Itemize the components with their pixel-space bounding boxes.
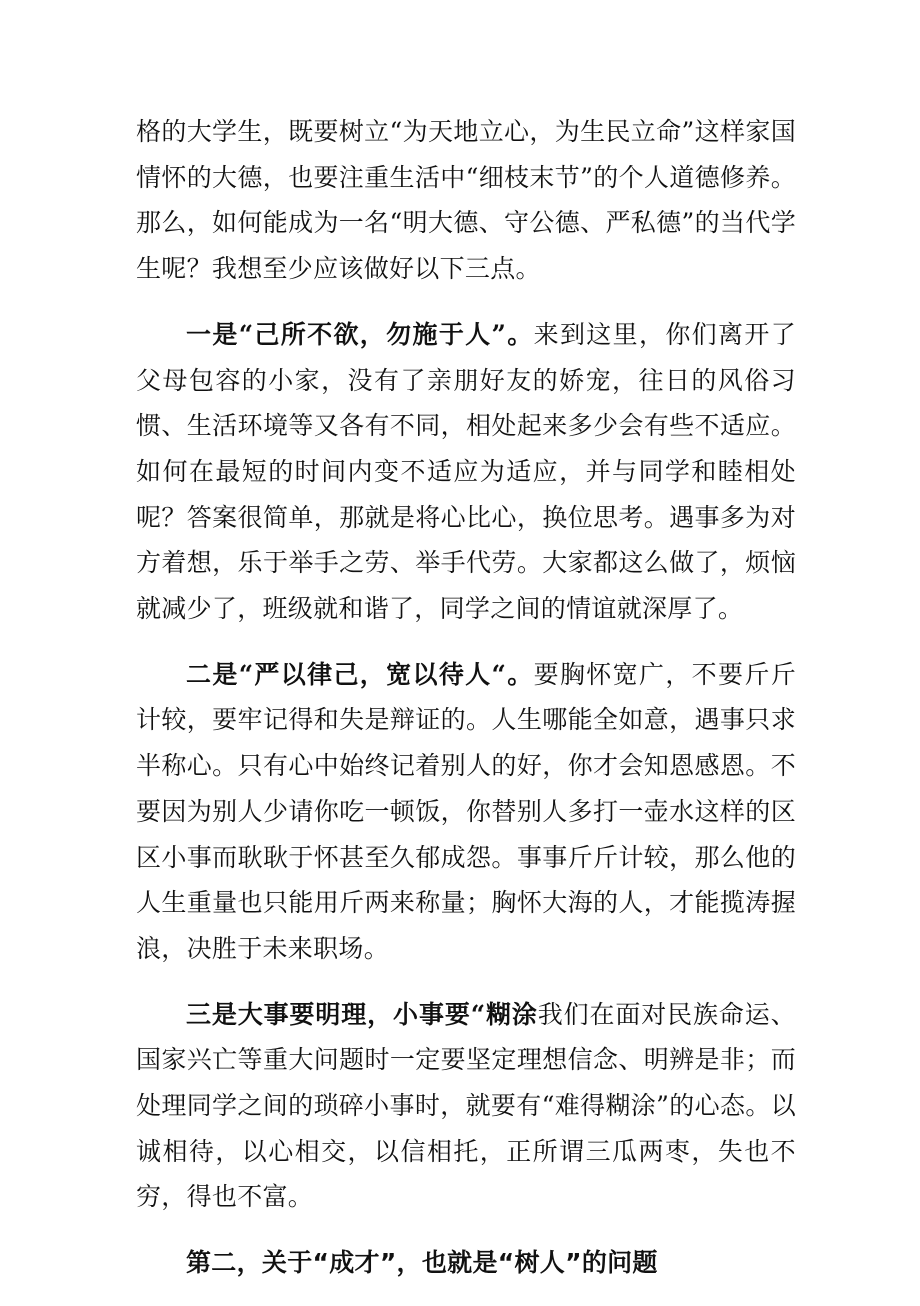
point-one-text: 来到这里，你们离开了父母包容的小家，没有了亲朋好友的娇宠，往日的风俗习惯、生活环境等又各有不同，相处起来多少会有些不适应。如何在最短的时间内变不适应为适应，并与同学和睦相处呢？答案很简单，那就是将心比心，换位思考。遇事多为对方着想，乐于举手之劳、举手代劳。大家都这么做了，烦恼就减少了，班级就和谐了，同学之间的情谊就深厚了。 <box>136 319 796 624</box>
paragraph-point-three <box>136 992 796 1221</box>
point-three-heading: 三是大事要明理，小事要“糊涂 <box>186 999 538 1029</box>
point-three-text: 我们在面对民族命运、国家兴亡等重大问题时一定要坚定理想信念、明辨是非；而处理同学之间的琐碎小事时，就要有“难得糊涂”的心态。以诚相待，以心相交，以信相托，正所谓三瓜两枣，失也不穷，得也不富。 <box>136 999 796 1212</box>
point-two-heading: 二是“严以律己，宽以待人“。 <box>186 659 534 689</box>
section-heading: 第二，关于“成才”，也就是“树人”的问题 <box>186 1248 658 1278</box>
point-two-text: 要胸怀宽广，不要斤斤计较，要牢记得和失是辩证的。人生哪能全如意，遇事只求半称心。只有心中始终记着别人的好，你才会知恩感恩。不要因为别人少请你吃一顿饭，你替别人多打一壶水这样的区区小事而耿耿于怀甚至久郁成怨。事事斤斤计较，那么他的人生重量也只能用斤两来称量；胸怀大海的人，才能揽涛握浪，决胜于未来职场。 <box>136 659 796 963</box>
document-body <box>136 109 796 1306</box>
point-one-heading: 一是“己所不欲，勿施于人”。 <box>186 319 534 349</box>
paragraph-intro-text: 格的大学生，既要树立“为天地立心，为生民立命”这样家国情怀的大德，也要注重生活中“细枝末节”的个人道德修养。那么，如何能成为一名“明大德、守公德、严私德”的当代学生呢？我想至少应该做好以下三点。 <box>136 117 796 284</box>
paragraph-point-two <box>136 652 796 972</box>
paragraph-intro <box>136 109 796 292</box>
paragraph-point-one <box>136 312 796 632</box>
